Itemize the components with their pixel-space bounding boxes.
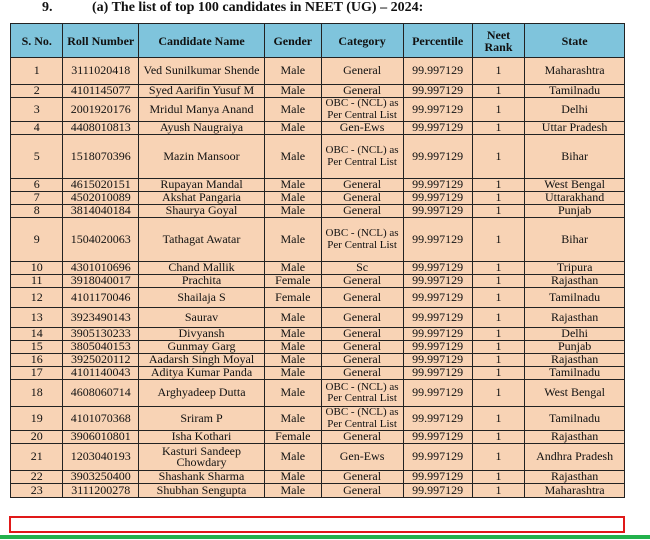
cell-category: Sc xyxy=(321,262,403,275)
cell-neet-rank: 1 xyxy=(472,380,524,407)
cell-category: Gen-Ews xyxy=(321,444,403,471)
cell-category: General xyxy=(321,275,403,288)
cell-state: Tamilnadu xyxy=(525,367,625,380)
cell-roll-number: 3925020112 xyxy=(63,354,139,367)
cell-sno: 6 xyxy=(11,179,63,192)
cell-state: Delhi xyxy=(525,328,625,341)
cell-percentile: 99.997129 xyxy=(403,308,472,328)
cell-sno: 14 xyxy=(11,328,63,341)
cell-percentile: 99.997129 xyxy=(403,341,472,354)
cell-gender: Male xyxy=(264,98,321,122)
cell-roll-number: 3111020418 xyxy=(63,58,139,85)
table-row xyxy=(11,484,625,498)
cell-gender: Male xyxy=(264,484,321,498)
header-roll-number: Roll Number xyxy=(63,24,139,58)
cell-neet-rank: 1 xyxy=(472,179,524,192)
table-row xyxy=(11,58,625,85)
cell-category: General xyxy=(321,85,403,98)
cell-candidate-name: Aadarsh Singh Moyal xyxy=(139,354,265,367)
cell-category: OBC - (NCL) as Per Central List xyxy=(321,218,403,262)
cell-sno: 1 xyxy=(11,58,63,85)
cell-gender: Female xyxy=(264,275,321,288)
cell-state: Maharashtra xyxy=(525,484,625,498)
cell-candidate-name: Sriram P xyxy=(139,407,265,431)
cell-category: General xyxy=(321,205,403,218)
cell-percentile: 99.997129 xyxy=(403,444,472,471)
cell-candidate-name: Syed Aarifin Yusuf M xyxy=(139,85,265,98)
cell-state: Punjab xyxy=(525,205,625,218)
cell-state: Punjab xyxy=(525,341,625,354)
header-sno: S. No. xyxy=(11,24,63,58)
cell-state: Bihar xyxy=(525,135,625,179)
cell-percentile: 99.997129 xyxy=(403,288,472,308)
table-row xyxy=(11,135,625,179)
cell-sno: 4 xyxy=(11,122,63,135)
cell-sno: 19 xyxy=(11,407,63,431)
cell-category: General xyxy=(321,58,403,85)
table-row xyxy=(11,179,625,192)
cell-sno: 15 xyxy=(11,341,63,354)
cell-neet-rank: 1 xyxy=(472,354,524,367)
cell-category: General xyxy=(321,288,403,308)
cell-category: General xyxy=(321,354,403,367)
cell-candidate-name: Rupayan Mandal xyxy=(139,179,265,192)
table-row xyxy=(11,431,625,444)
cell-gender: Male xyxy=(264,444,321,471)
cell-gender: Male xyxy=(264,135,321,179)
cell-gender: Male xyxy=(264,328,321,341)
cell-percentile: 99.997129 xyxy=(403,367,472,380)
cell-state: Rajasthan xyxy=(525,471,625,484)
cell-candidate-name: Isha Kothari xyxy=(139,431,265,444)
cell-roll-number: 4608060714 xyxy=(63,380,139,407)
table-row xyxy=(11,218,625,262)
cell-roll-number: 3905130233 xyxy=(63,328,139,341)
cell-candidate-name: Ayush Naugraiya xyxy=(139,122,265,135)
cell-state: Bihar xyxy=(525,218,625,262)
cell-percentile: 99.997129 xyxy=(403,328,472,341)
cell-candidate-name: Shubhan Sengupta xyxy=(139,484,265,498)
cell-neet-rank: 1 xyxy=(472,444,524,471)
cell-roll-number: 3805040153 xyxy=(63,341,139,354)
cell-neet-rank: 1 xyxy=(472,341,524,354)
cell-neet-rank: 1 xyxy=(472,431,524,444)
cell-percentile: 99.997129 xyxy=(403,58,472,85)
cell-roll-number: 3906010801 xyxy=(63,431,139,444)
cell-percentile: 99.997129 xyxy=(403,192,472,205)
table-row xyxy=(11,328,625,341)
cell-sno: 8 xyxy=(11,205,63,218)
cell-roll-number: 3923490143 xyxy=(63,308,139,328)
cell-gender: Female xyxy=(264,431,321,444)
header-gender: Gender xyxy=(264,24,321,58)
cell-neet-rank: 1 xyxy=(472,288,524,308)
cell-gender: Male xyxy=(264,471,321,484)
cell-roll-number: 4101145077 xyxy=(63,85,139,98)
cell-candidate-name: Saurav xyxy=(139,308,265,328)
cell-gender: Male xyxy=(264,341,321,354)
cell-gender: Female xyxy=(264,288,321,308)
cell-category: OBC - (NCL) as Per Central List xyxy=(321,98,403,122)
cell-gender: Male xyxy=(264,205,321,218)
table-row xyxy=(11,205,625,218)
cell-percentile: 99.997129 xyxy=(403,218,472,262)
cell-sno: 2 xyxy=(11,85,63,98)
cell-roll-number: 1518070396 xyxy=(63,135,139,179)
cell-gender: Male xyxy=(264,380,321,407)
table-row xyxy=(11,262,625,275)
cell-gender: Male xyxy=(264,192,321,205)
table-row xyxy=(11,308,625,328)
cell-sno: 20 xyxy=(11,431,63,444)
cell-sno: 23 xyxy=(11,484,63,498)
cell-sno: 13 xyxy=(11,308,63,328)
cell-percentile: 99.997129 xyxy=(403,205,472,218)
cell-percentile: 99.997129 xyxy=(403,407,472,431)
cell-neet-rank: 1 xyxy=(472,367,524,380)
cell-sno: 3 xyxy=(11,98,63,122)
cell-percentile: 99.997129 xyxy=(403,85,472,98)
cell-percentile: 99.997129 xyxy=(403,471,472,484)
cell-state: Tamilnadu xyxy=(525,407,625,431)
cell-neet-rank: 1 xyxy=(472,262,524,275)
cell-roll-number: 4615020151 xyxy=(63,179,139,192)
cell-state: Rajasthan xyxy=(525,275,625,288)
cell-state: Rajasthan xyxy=(525,308,625,328)
cell-neet-rank: 1 xyxy=(472,471,524,484)
table-row xyxy=(11,354,625,367)
cell-state: Rajasthan xyxy=(525,354,625,367)
cell-category: OBC - (NCL) as Per Central List xyxy=(321,380,403,407)
table-row xyxy=(11,192,625,205)
table-row xyxy=(11,122,625,135)
header-candidate-name: Candidate Name xyxy=(139,24,265,58)
header-neet-rank: Neet Rank xyxy=(472,24,524,58)
cell-roll-number: 3814040184 xyxy=(63,205,139,218)
section-title: (a) The list of top 100 candidates in NEET (UG) – 2024: xyxy=(92,0,424,15)
cell-percentile: 99.997129 xyxy=(403,98,472,122)
table-body xyxy=(11,58,625,498)
cell-gender: Male xyxy=(264,85,321,98)
cell-candidate-name: Tathagat Awatar xyxy=(139,218,265,262)
cell-gender: Male xyxy=(264,354,321,367)
cell-neet-rank: 1 xyxy=(472,122,524,135)
cell-neet-rank: 1 xyxy=(472,135,524,179)
cell-state: West Bengal xyxy=(525,380,625,407)
header-percentile: Percentile xyxy=(403,24,472,58)
cell-neet-rank: 1 xyxy=(472,275,524,288)
cell-state: Rajasthan xyxy=(525,431,625,444)
cell-category: General xyxy=(321,192,403,205)
cell-neet-rank: 1 xyxy=(472,58,524,85)
cell-category: General xyxy=(321,328,403,341)
cell-category: General xyxy=(321,484,403,498)
cell-percentile: 99.997129 xyxy=(403,431,472,444)
cell-candidate-name: Kasturi Sandeep Chowdary xyxy=(139,444,265,471)
cell-candidate-name: Akshat Pangaria xyxy=(139,192,265,205)
table-row xyxy=(11,367,625,380)
cell-sno: 10 xyxy=(11,262,63,275)
cell-state: Tamilnadu xyxy=(525,85,625,98)
cell-gender: Male xyxy=(264,218,321,262)
cell-category: General xyxy=(321,179,403,192)
cell-candidate-name: Prachita xyxy=(139,275,265,288)
cell-neet-rank: 1 xyxy=(472,98,524,122)
cell-percentile: 99.997129 xyxy=(403,275,472,288)
bottom-green-line xyxy=(0,535,650,539)
cell-gender: Male xyxy=(264,367,321,380)
cell-roll-number: 3918040017 xyxy=(63,275,139,288)
candidates-table xyxy=(10,23,625,498)
cell-state: Tripura xyxy=(525,262,625,275)
cell-roll-number: 2001920176 xyxy=(63,98,139,122)
cell-roll-number: 4408010813 xyxy=(63,122,139,135)
table-row xyxy=(11,275,625,288)
cell-percentile: 99.997129 xyxy=(403,179,472,192)
cell-percentile: 99.997129 xyxy=(403,380,472,407)
cell-category: Gen-Ews xyxy=(321,122,403,135)
cell-percentile: 99.997129 xyxy=(403,122,472,135)
cell-sno: 12 xyxy=(11,288,63,308)
cell-gender: Male xyxy=(264,58,321,85)
cell-percentile: 99.997129 xyxy=(403,484,472,498)
table-row xyxy=(11,407,625,431)
cell-percentile: 99.997129 xyxy=(403,262,472,275)
cell-category: General xyxy=(321,341,403,354)
cell-category: General xyxy=(321,308,403,328)
table-row xyxy=(11,380,625,407)
header-state: State xyxy=(525,24,625,58)
cell-percentile: 99.997129 xyxy=(403,354,472,367)
section-number: 9. xyxy=(42,0,53,15)
cell-state: West Bengal xyxy=(525,179,625,192)
cell-candidate-name: Mazin Mansoor xyxy=(139,135,265,179)
cell-gender: Male xyxy=(264,407,321,431)
table-row xyxy=(11,471,625,484)
cell-neet-rank: 1 xyxy=(472,328,524,341)
table-row xyxy=(11,444,625,471)
highlight-box xyxy=(9,516,625,533)
cell-roll-number: 4301010696 xyxy=(63,262,139,275)
cell-candidate-name: Ved Sunilkumar Shende xyxy=(139,58,265,85)
header-category: Category xyxy=(321,24,403,58)
cell-candidate-name: Divyansh xyxy=(139,328,265,341)
cell-candidate-name: Shaurya Goyal xyxy=(139,205,265,218)
cell-sno: 21 xyxy=(11,444,63,471)
cell-sno: 5 xyxy=(11,135,63,179)
cell-sno: 9 xyxy=(11,218,63,262)
cell-candidate-name: Shailaja S xyxy=(139,288,265,308)
cell-gender: Male xyxy=(264,122,321,135)
cell-roll-number: 1203040193 xyxy=(63,444,139,471)
cell-sno: 22 xyxy=(11,471,63,484)
cell-state: Maharashtra xyxy=(525,58,625,85)
cell-roll-number: 4502010089 xyxy=(63,192,139,205)
cell-state: Tamilnadu xyxy=(525,288,625,308)
cell-category: General xyxy=(321,367,403,380)
cell-neet-rank: 1 xyxy=(472,85,524,98)
cell-state: Uttarakhand xyxy=(525,192,625,205)
cell-sno: 11 xyxy=(11,275,63,288)
cell-roll-number: 3903250400 xyxy=(63,471,139,484)
cell-percentile: 99.997129 xyxy=(403,135,472,179)
table-row xyxy=(11,341,625,354)
cell-candidate-name: Shashank Sharma xyxy=(139,471,265,484)
table-header-row xyxy=(11,24,625,58)
cell-sno: 18 xyxy=(11,380,63,407)
cell-state: Delhi xyxy=(525,98,625,122)
cell-sno: 16 xyxy=(11,354,63,367)
cell-category: OBC - (NCL) as Per Central List xyxy=(321,407,403,431)
cell-gender: Male xyxy=(264,179,321,192)
table-row xyxy=(11,98,625,122)
cell-candidate-name: Mridul Manya Anand xyxy=(139,98,265,122)
cell-neet-rank: 1 xyxy=(472,407,524,431)
cell-candidate-name: Gunmay Garg xyxy=(139,341,265,354)
cell-candidate-name: Chand Mallik xyxy=(139,262,265,275)
cell-gender: Male xyxy=(264,262,321,275)
cell-roll-number: 3111200278 xyxy=(63,484,139,498)
cell-sno: 7 xyxy=(11,192,63,205)
cell-category: OBC - (NCL) as Per Central List xyxy=(321,135,403,179)
cell-neet-rank: 1 xyxy=(472,218,524,262)
cell-neet-rank: 1 xyxy=(472,192,524,205)
cell-category: General xyxy=(321,431,403,444)
cell-neet-rank: 1 xyxy=(472,484,524,498)
cell-candidate-name: Aditya Kumar Panda xyxy=(139,367,265,380)
section-heading xyxy=(0,0,650,20)
cell-roll-number: 4101140043 xyxy=(63,367,139,380)
cell-neet-rank: 1 xyxy=(472,308,524,328)
cell-roll-number: 4101070368 xyxy=(63,407,139,431)
cell-roll-number: 1504020063 xyxy=(63,218,139,262)
cell-candidate-name: Arghyadeep Dutta xyxy=(139,380,265,407)
cell-state: Andhra Pradesh xyxy=(525,444,625,471)
cell-neet-rank: 1 xyxy=(472,205,524,218)
table-row xyxy=(11,85,625,98)
cell-category: General xyxy=(321,471,403,484)
table-row xyxy=(11,288,625,308)
cell-roll-number: 4101170046 xyxy=(63,288,139,308)
cell-gender: Male xyxy=(264,308,321,328)
cell-sno: 17 xyxy=(11,367,63,380)
cell-state: Uttar Pradesh xyxy=(525,122,625,135)
